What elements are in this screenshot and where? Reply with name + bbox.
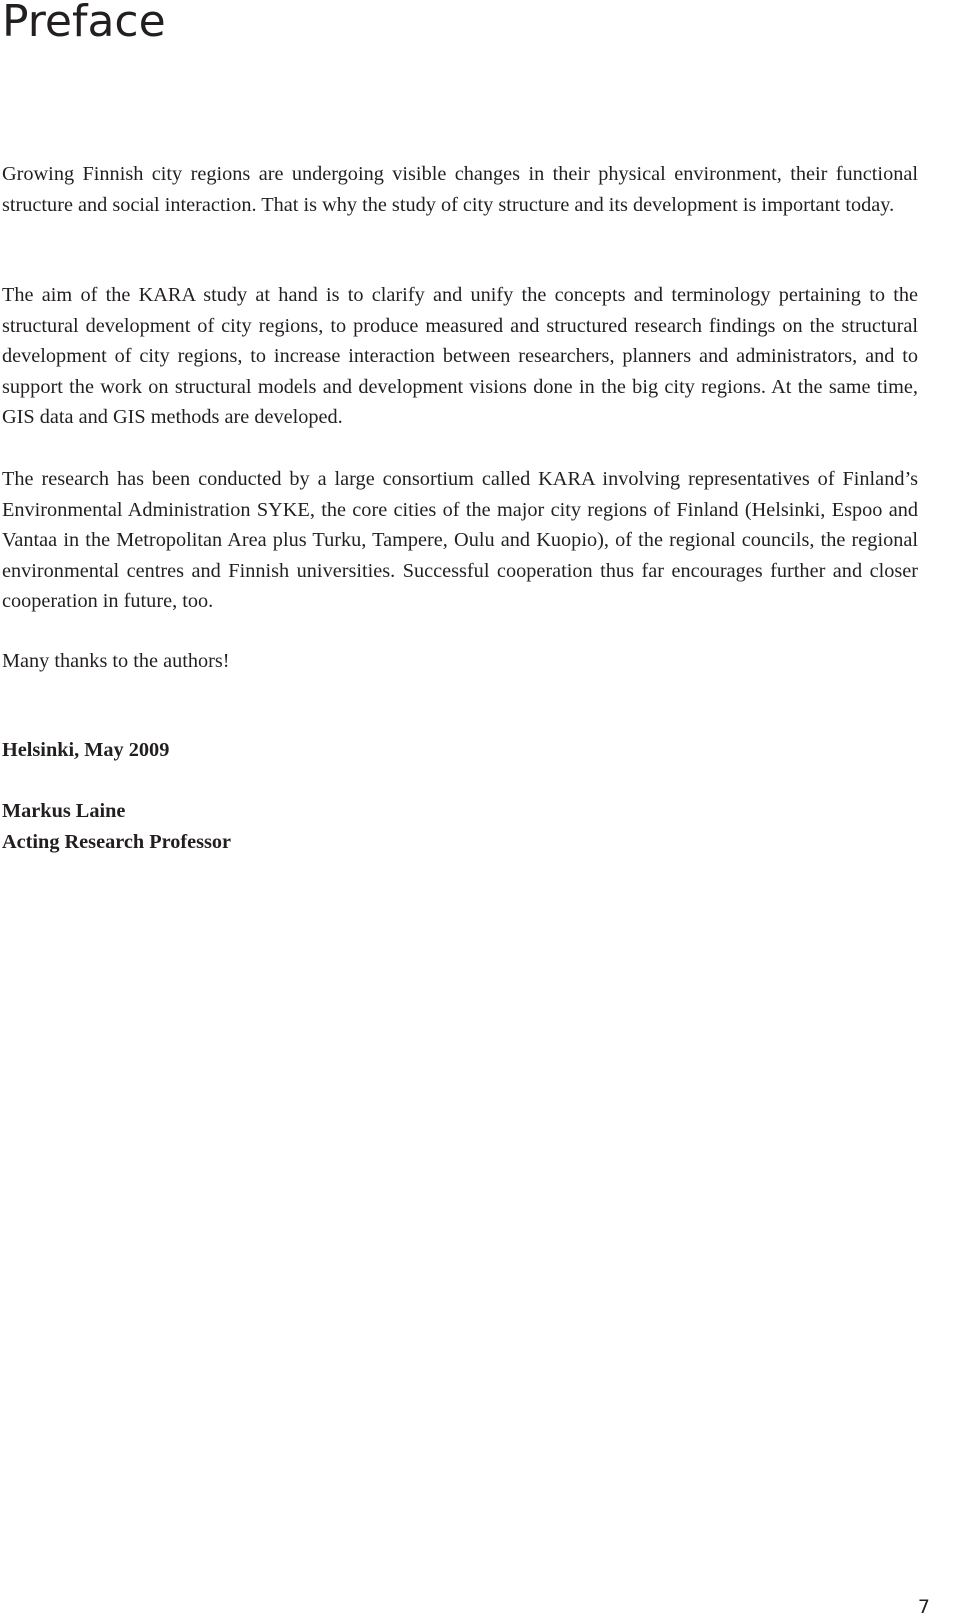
paragraph-intro: Growing Finnish city regions are undergoing visible changes in their physical environment, their functional structure and social interaction. That is why the study of city structure and its development is important today. (2, 163, 918, 216)
page-title: Preface (2, 0, 166, 47)
signature-place-date: Helsinki, May 2009 (2, 739, 170, 761)
signature-role: Acting Research Professor (2, 831, 232, 853)
paragraph-aim: The aim of the KARA study at hand is to clarify and unify the concepts and terminology pertaining to the structural development of city regions, to produce measured and structured research findings on the structural development of city regions, to increase interaction between researchers, planners and administrators, and to support the work on structural models and development visions done in the big city regions. At the same time, GIS data and GIS methods are developed. (2, 284, 918, 428)
paragraph-consortium: The research has been conducted by a large consortium called KARA involving representatives of Finland’s Environmental Administration SYKE, the core cities of the major city regions of Finland (Helsinki, Espoo and Vantaa in the Metropolitan Area plus Turku, Tampere, Oulu and Kuopio), of the regional councils, the regional environmental centres and Finnish universities. Successful cooperation thus far encourages further and closer cooperation in future, too. (2, 468, 918, 612)
page-number: 7 (917, 1596, 930, 1618)
signature-name: Markus Laine (2, 800, 126, 822)
paragraph-thanks: Many thanks to the authors! (2, 650, 230, 672)
